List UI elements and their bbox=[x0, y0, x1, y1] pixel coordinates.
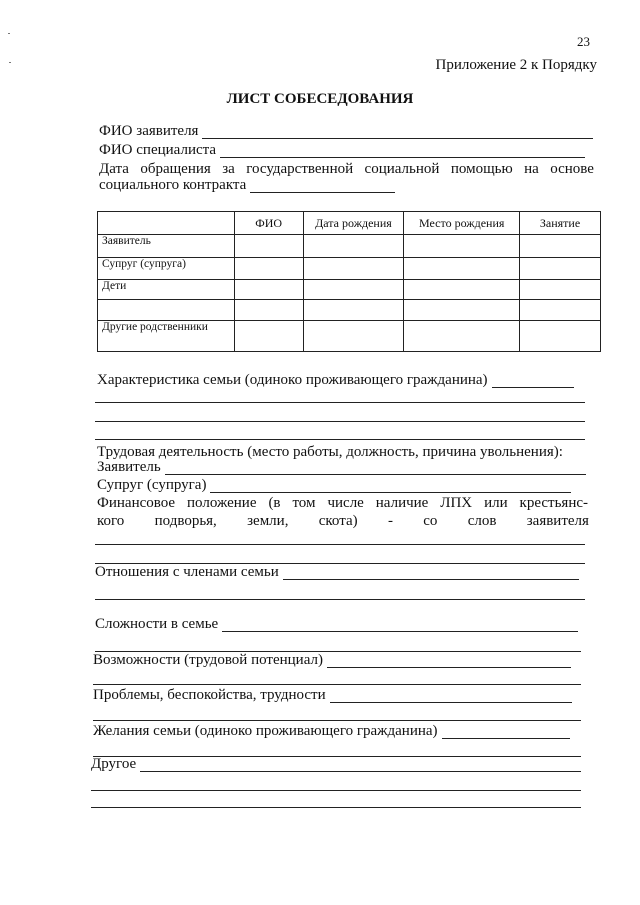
labor-applicant-label: Заявитель bbox=[97, 459, 161, 475]
word: государственной bbox=[246, 161, 354, 177]
table-header-cell: Дата рождения bbox=[303, 212, 404, 235]
word: кого bbox=[97, 513, 125, 529]
word: земли, bbox=[247, 513, 289, 529]
specialist-fio-label: ФИО специалиста bbox=[99, 142, 217, 158]
table-row bbox=[98, 235, 601, 258]
table-cell[interactable] bbox=[520, 321, 601, 352]
wishes-field bbox=[93, 724, 570, 739]
table-header-row bbox=[98, 212, 601, 235]
request-date-blank[interactable] bbox=[250, 180, 395, 193]
family-characteristic-field bbox=[97, 373, 574, 388]
blank-line[interactable] bbox=[95, 599, 585, 600]
labor-spouse-blank[interactable] bbox=[210, 480, 571, 493]
word: скота) bbox=[318, 513, 358, 529]
problems-field bbox=[93, 688, 572, 703]
difficulties-label: Сложности в семье bbox=[95, 616, 219, 632]
labor-activity-heading: Трудовая деятельность (место работы, должность, причина увольнения): bbox=[97, 444, 563, 460]
other-blank[interactable] bbox=[140, 759, 581, 772]
labor-spouse-label: Супруг (супруга) bbox=[97, 477, 207, 493]
table-cell[interactable] bbox=[520, 280, 601, 300]
word: положение bbox=[187, 495, 257, 511]
specialist-fio-blank[interactable] bbox=[220, 145, 585, 158]
specialist-fio-field bbox=[99, 143, 585, 158]
table-cell[interactable] bbox=[404, 321, 520, 352]
table-cell[interactable] bbox=[234, 280, 303, 300]
table-cell[interactable] bbox=[520, 300, 601, 321]
word: со bbox=[423, 513, 438, 529]
word: на bbox=[524, 161, 539, 177]
blank-line[interactable] bbox=[93, 684, 581, 685]
difficulties-field bbox=[95, 617, 578, 632]
table-header-cell: ФИО bbox=[234, 212, 303, 235]
word: - bbox=[387, 513, 393, 529]
labor-spouse-field bbox=[97, 478, 571, 493]
row-label: Супруг (супруга) bbox=[98, 258, 235, 280]
financial-line1 bbox=[97, 496, 588, 511]
row-label bbox=[98, 300, 235, 321]
word: за bbox=[222, 161, 235, 177]
blank-line[interactable] bbox=[95, 402, 585, 403]
problems-blank[interactable] bbox=[330, 690, 572, 703]
blank-line[interactable] bbox=[91, 807, 581, 808]
applicant-fio-blank[interactable] bbox=[202, 126, 593, 139]
table-row bbox=[98, 321, 601, 352]
table-cell[interactable] bbox=[303, 258, 404, 280]
row-label: Дети bbox=[98, 280, 235, 300]
word: ЛПХ bbox=[440, 495, 473, 511]
scan-mark bbox=[8, 33, 10, 34]
blank-line[interactable] bbox=[95, 421, 585, 422]
family-relations-field bbox=[95, 565, 579, 580]
word: крестьянс- bbox=[519, 495, 588, 511]
table-header-cell: Место рождения bbox=[404, 212, 520, 235]
table-cell[interactable] bbox=[234, 258, 303, 280]
table-row bbox=[98, 258, 601, 280]
word: заявителя bbox=[526, 513, 589, 529]
table-cell[interactable] bbox=[234, 321, 303, 352]
word: или bbox=[484, 495, 508, 511]
word: Дата bbox=[99, 161, 129, 177]
opportunities-label: Возможности (трудовой потенциал) bbox=[93, 652, 323, 668]
word: (в bbox=[268, 495, 281, 511]
applicant-fio-label: ФИО заявителя bbox=[99, 123, 199, 139]
scan-mark bbox=[9, 62, 11, 63]
table-cell[interactable] bbox=[404, 258, 520, 280]
problems-label: Проблемы, беспокойства, трудности bbox=[93, 687, 326, 703]
word: Финансовое bbox=[97, 495, 176, 511]
labor-applicant-field bbox=[97, 460, 586, 475]
other-field bbox=[91, 757, 581, 772]
family-characteristic-blank[interactable] bbox=[492, 375, 574, 388]
blank-line[interactable] bbox=[95, 544, 585, 545]
applicant-fio-field bbox=[99, 124, 593, 139]
row-label: Заявитель bbox=[98, 235, 235, 258]
financial-line2 bbox=[97, 514, 589, 529]
page-title: ЛИСТ СОБЕСЕДОВАНИЯ bbox=[226, 91, 414, 107]
table-cell[interactable] bbox=[303, 321, 404, 352]
table-cell[interactable] bbox=[520, 235, 601, 258]
table-cell[interactable] bbox=[303, 300, 404, 321]
row-label: Другие родственники bbox=[98, 321, 235, 352]
word: обращения bbox=[140, 161, 211, 177]
appendix-label: Приложение 2 к Порядку bbox=[435, 57, 597, 73]
word: слов bbox=[467, 513, 497, 529]
family-members-table bbox=[97, 211, 601, 352]
opportunities-blank[interactable] bbox=[327, 655, 571, 668]
table-cell[interactable] bbox=[303, 280, 404, 300]
word: подворья, bbox=[154, 513, 217, 529]
word: числе bbox=[327, 495, 364, 511]
table-cell[interactable] bbox=[404, 280, 520, 300]
other-label: Другое bbox=[91, 756, 137, 772]
family-relations-blank[interactable] bbox=[283, 567, 579, 580]
blank-line[interactable] bbox=[91, 790, 581, 791]
table-header-cell: Занятие bbox=[520, 212, 601, 235]
word: социальной bbox=[364, 161, 440, 177]
wishes-label: Желания семьи (одиноко проживающего гражданина) bbox=[93, 723, 438, 739]
request-date-field bbox=[99, 178, 395, 193]
word: основе bbox=[550, 161, 594, 177]
table-cell[interactable] bbox=[303, 235, 404, 258]
table-cell[interactable] bbox=[404, 235, 520, 258]
request-date-label: социального контракта bbox=[99, 177, 247, 193]
table-row bbox=[98, 280, 601, 300]
word: наличие bbox=[375, 495, 429, 511]
word: том bbox=[292, 495, 316, 511]
table-cell[interactable] bbox=[520, 258, 601, 280]
word: помощью bbox=[450, 161, 513, 177]
wishes-blank[interactable] bbox=[442, 726, 570, 739]
page-number: 23 bbox=[577, 34, 590, 49]
table-cell[interactable] bbox=[404, 300, 520, 321]
opportunities-field bbox=[93, 653, 571, 668]
family-characteristic-label: Характеристика семьи (одиноко проживающего гражданина) bbox=[97, 372, 488, 388]
family-relations-label: Отношения с членами семьи bbox=[95, 564, 279, 580]
table-cell[interactable] bbox=[234, 235, 303, 258]
difficulties-blank[interactable] bbox=[222, 619, 578, 632]
table-row bbox=[98, 300, 601, 321]
blank-line[interactable] bbox=[93, 720, 581, 721]
blank-line[interactable] bbox=[95, 439, 585, 440]
table-header-cell bbox=[98, 212, 235, 235]
table-cell[interactable] bbox=[234, 300, 303, 321]
request-date-line1 bbox=[99, 162, 594, 177]
labor-applicant-blank[interactable] bbox=[165, 462, 586, 475]
